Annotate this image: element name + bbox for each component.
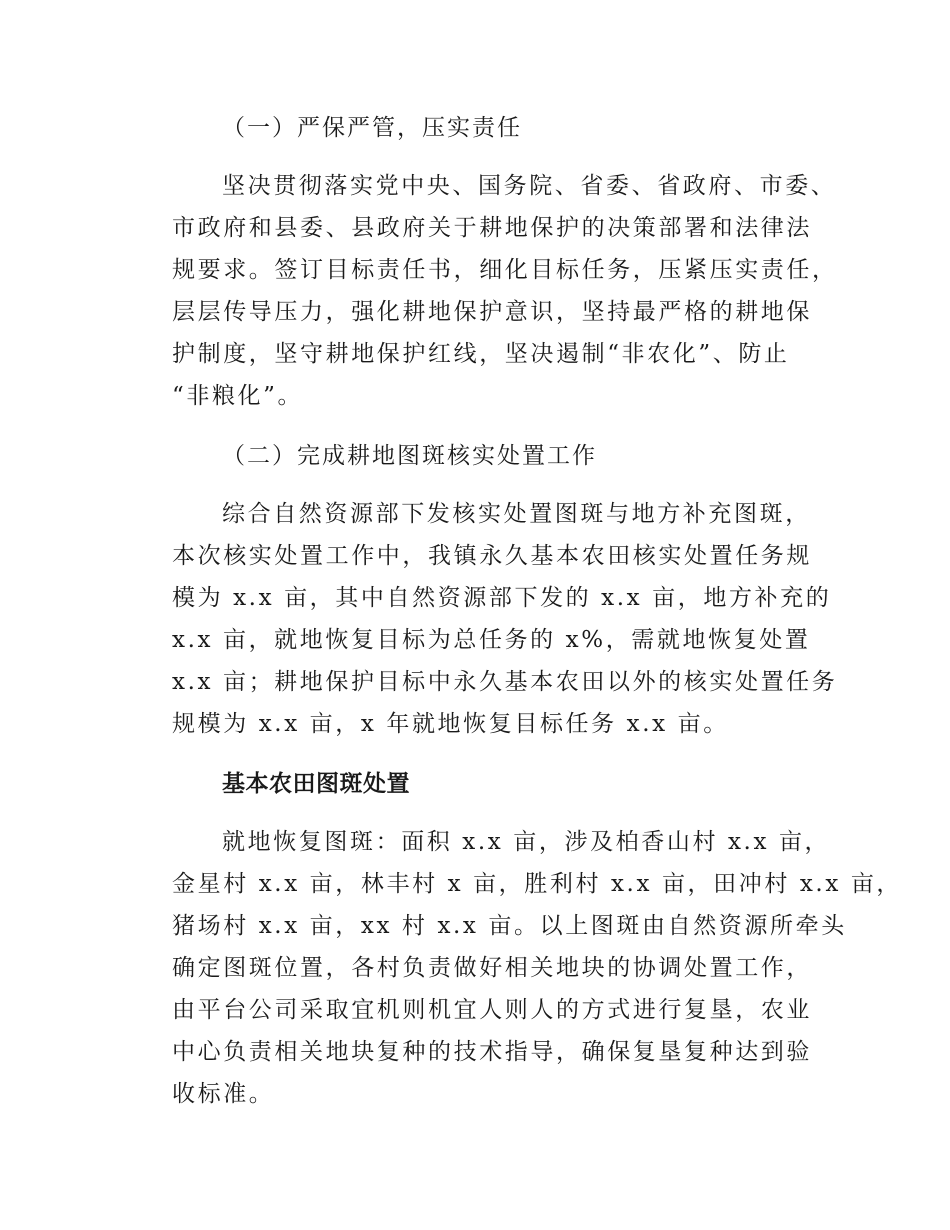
paragraph-line: x.x 亩；耕地保护目标中永久基本农田以外的核实处置任务 <box>172 669 838 695</box>
paragraph-line: 收标准。 <box>172 1081 275 1107</box>
paragraph-line: 规模为 x.x 亩，x 年就地恢复目标任务 x.x 亩。 <box>172 711 729 737</box>
paragraph-line: 金星村 x.x 亩，林丰村 x 亩，胜利村 x.x 亩，田冲村 x.x 亩， <box>172 871 903 897</box>
paragraph-line: “非粮化”。 <box>172 383 304 409</box>
paragraph-line: 本次核实处置工作中，我镇永久基本农田核实处置任务规 <box>172 543 812 569</box>
paragraph-line: x.x 亩，就地恢复目标为总任务的 x%，需就地恢复处置 <box>172 627 811 653</box>
paragraph-line: 综合自然资源部下发核实处置图斑与地方补充图斑， <box>222 501 811 527</box>
section-heading-3: 基本农田图斑处置 <box>222 771 410 797</box>
paragraph-line: 由平台公司采取宜机则机宜人则人的方式进行复垦，农业 <box>172 997 812 1023</box>
paragraph-line: 层层传导压力，强化耕地保护意识，坚持最严格的耕地保 <box>172 299 812 325</box>
paragraph-line: 就地恢复图斑：面积 x.x 亩，涉及柏香山村 x.x 亩， <box>222 829 831 855</box>
paragraph-line: 确定图斑位置，各村负责做好相关地块的协调处置工作， <box>172 955 812 981</box>
paragraph-line: 中心负责相关地块复种的技术指导，确保复垦复种达到验 <box>172 1039 812 1065</box>
paragraph-line: 市政府和县委、县政府关于耕地保护的决策部署和法律法 <box>172 215 812 241</box>
paragraph-line: 模为 x.x 亩，其中自然资源部下发的 x.x 亩，地方补充的 <box>172 585 832 611</box>
section-heading-2: （二）完成耕地图斑核实处置工作 <box>222 443 597 469</box>
paragraph-line: 猪场村 x.x 亩，xx 村 x.x 亩。以上图斑由自然资源所牵头 <box>172 913 847 939</box>
paragraph-line: 规要求。签订目标责任书，细化目标任务，压紧压实责任， <box>172 257 838 283</box>
section-heading-1: （一）严保严管，压实责任 <box>222 115 522 141</box>
paragraph-line: 护制度，坚守耕地保护红线，坚决遏制“非农化”、防止 <box>172 341 790 367</box>
paragraph-line: 坚决贯彻落实党中央、国务院、省委、省政府、市委、 <box>222 173 837 199</box>
